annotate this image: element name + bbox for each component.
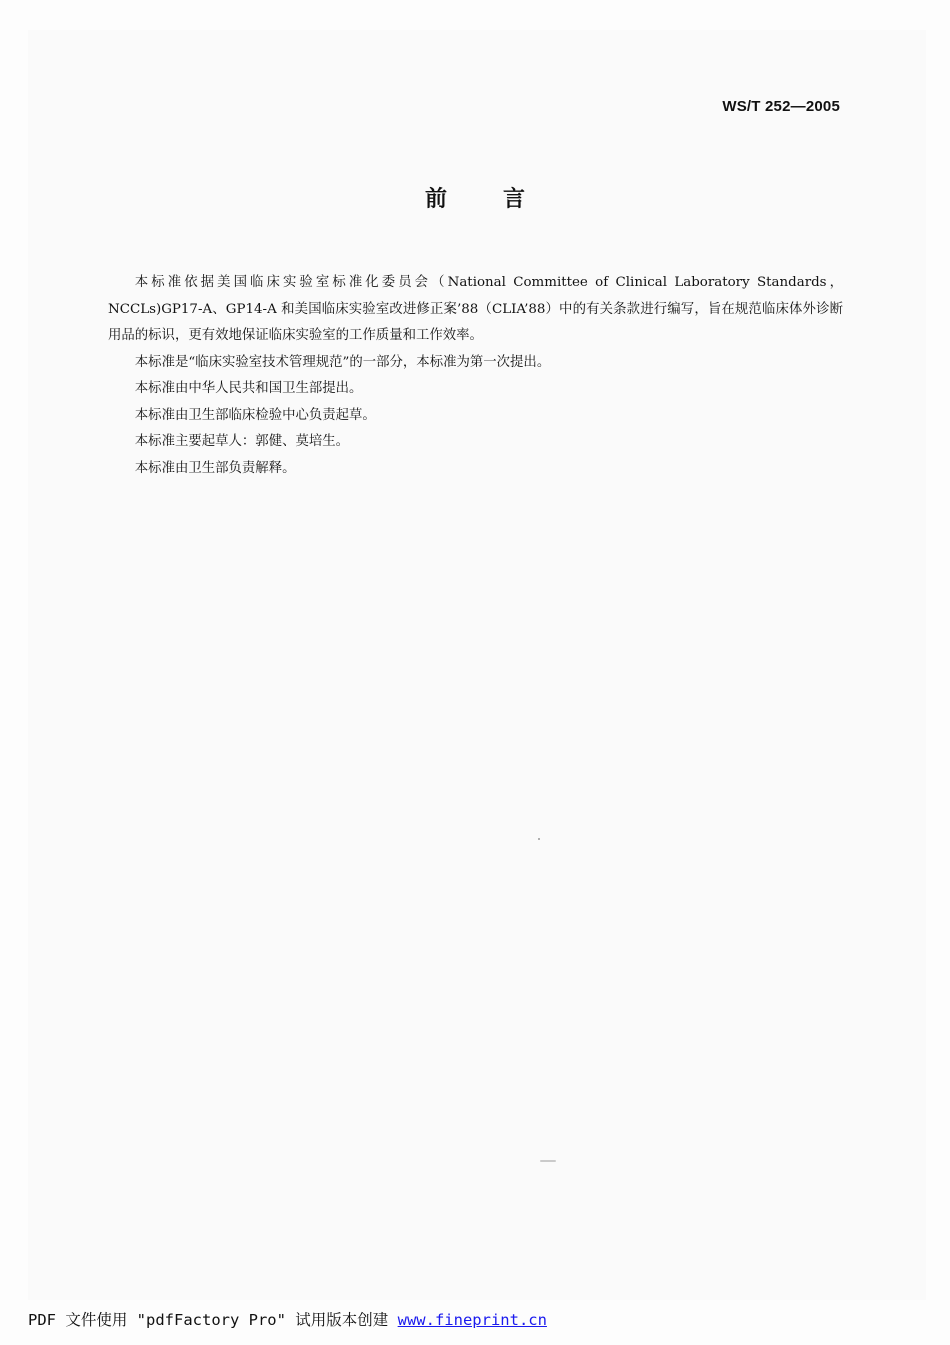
scan-speck xyxy=(538,838,540,840)
paragraph-6: 本标准由卫生部负责解释。 xyxy=(134,460,296,476)
footer-prefix: PDF 文件使用 "pdfFactory Pro" 试用版本创建 xyxy=(28,1311,398,1329)
scan-speck xyxy=(540,1160,556,1162)
foreword-body xyxy=(108,270,843,482)
paragraph-3: 本标准由中华人民共和国卫生部提出。 xyxy=(134,381,363,396)
page-title: 前言 xyxy=(424,187,581,212)
fineprint-link[interactable]: www.fineprint.cn xyxy=(397,1311,547,1329)
scan-background xyxy=(28,30,926,1300)
paragraph-4: 本标准由卫生部临床检验中心负责起草。 xyxy=(134,407,376,423)
pdf-watermark-footer xyxy=(28,1308,547,1330)
paragraph-2: 本标准是“临床实验室技术管理规范”的一部分，本标准为第一次提出。 xyxy=(134,354,551,370)
standard-code: WS/T 252—2005 xyxy=(722,98,840,115)
paragraph-1: 本标准依据美国临床实验室标准化委员会（National Committee of Clinical Laboratory Standards，NCCLs)GP17-A、GP14-A 和美国临床实验室改进修正案’88（CLIA’88）中的有关条款进行编写，旨在规范临床体外诊断用品的标识，更有效地保证临床实验室的工作质量和工作效率。 xyxy=(108,275,843,343)
paragraph-5: 本标准主要起草人：郭健、莫培生。 xyxy=(134,434,350,449)
